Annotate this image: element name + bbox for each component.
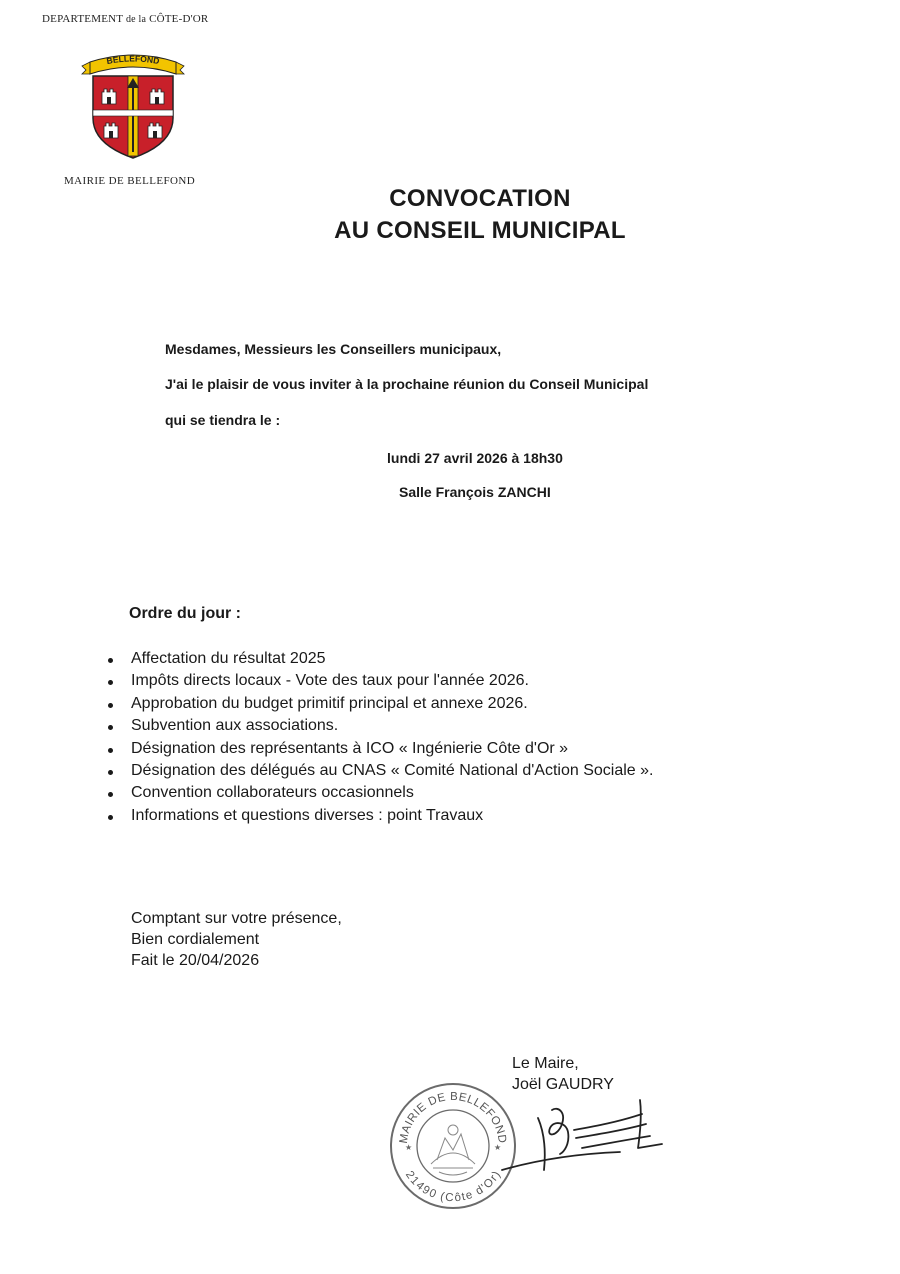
signatory-name: Joël GAUDRY	[512, 1076, 614, 1093]
department-name: CÔTE-D'OR	[149, 13, 209, 25]
signatory-role: Le Maire,	[512, 1055, 579, 1072]
agenda-item: Subvention aux associations.	[105, 715, 653, 737]
agenda-item: Approbation du budget primitif principal et annexe 2026.	[105, 693, 653, 715]
page-title-line1: CONVOCATION	[389, 185, 571, 212]
svg-text:★: ★	[405, 1143, 413, 1152]
signatory-block	[512, 1053, 614, 1095]
agenda-heading: Ordre du jour :	[129, 605, 241, 622]
meeting-location: Salle François ZANCHI	[399, 484, 551, 500]
mairie-name: MAIRIE DE BELLEFOND	[64, 175, 196, 187]
stamp-bottom-text: 21490 (Côte d'Or)	[402, 1169, 504, 1205]
closing-date: Fait le 20/04/2026	[131, 952, 260, 969]
closing-line: Bien cordialement	[131, 931, 260, 948]
invitation-line-2: qui se tiendra le :	[165, 412, 281, 428]
svg-text:21490 (Côte d'Or)	[403, 1169, 503, 1204]
svg-text:★: ★	[494, 1143, 502, 1152]
coat-of-arms-logo	[80, 52, 186, 162]
department-header	[42, 13, 208, 25]
agenda-item: Affectation du résultat 2025	[105, 648, 653, 670]
agenda-item: Convention collaborateurs occasionnels	[105, 782, 653, 804]
agenda-item: Informations et questions diverses : point Travaux	[105, 805, 653, 827]
closing-block	[131, 908, 342, 971]
agenda-item: Impôts directs locaux - Vote des taux pour l'année 2026.	[105, 670, 653, 692]
handwritten-signature	[500, 1092, 675, 1182]
crest-banner-text: BELLEFOND	[105, 53, 161, 67]
department-connector: de la	[125, 14, 147, 25]
invitation-line: J'ai le plaisir de vous inviter à la prochaine réunion du Conseil Municipal	[165, 376, 649, 392]
closing-line: Comptant sur votre présence,	[131, 910, 342, 927]
page-title-line2: AU CONSEIL MUNICIPAL	[334, 217, 626, 244]
salutation: Mesdames, Messieurs les Conseillers municipaux,	[165, 341, 502, 357]
agenda-item: Désignation des représentants à ICO « Ingénierie Côte d'Or »	[105, 738, 653, 760]
department-prefix: DEPARTEMENT	[42, 13, 123, 25]
agenda-list	[105, 648, 653, 827]
svg-text:MAIRIE DE BELLEFOND	[398, 1091, 508, 1144]
stamp-top-text: MAIRIE DE BELLEFOND	[397, 1090, 509, 1145]
agenda-item: Désignation des délégués au CNAS « Comité National d'Action Sociale ».	[105, 760, 653, 782]
meeting-date: lundi 27 avril 2026 à 18h30	[387, 450, 563, 466]
